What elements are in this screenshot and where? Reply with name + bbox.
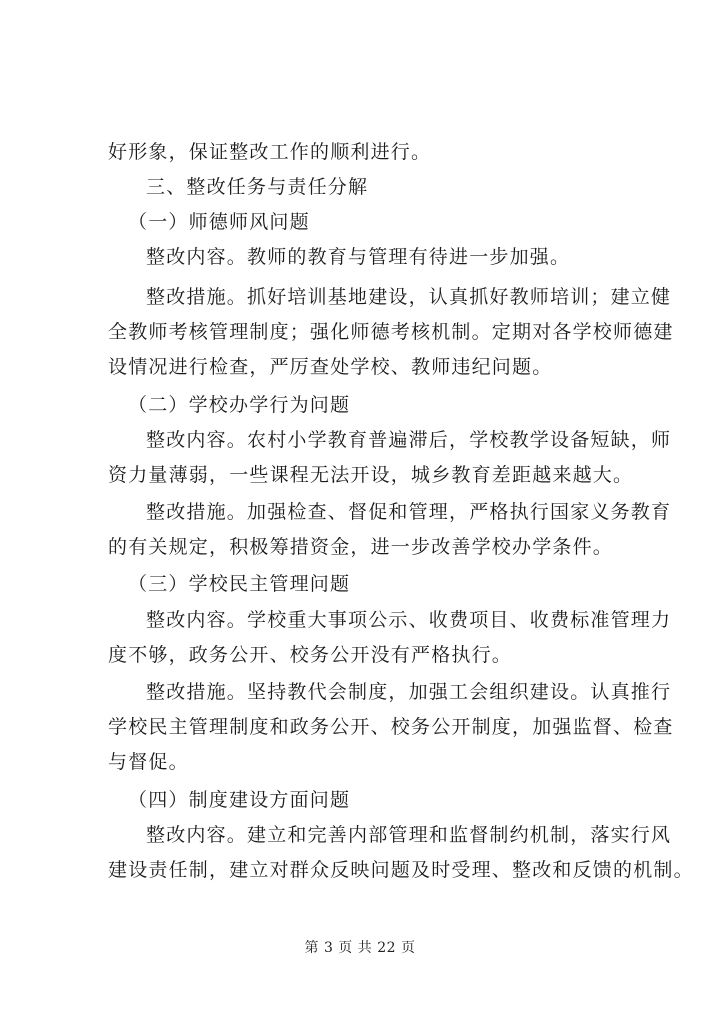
paragraph-line: 整改内容。农村小学教育普遍滞后，学校教学设备短缺，师 xyxy=(146,429,672,451)
paragraph-line: 全教师考核管理制度；强化师德考核机制。定期对各学校师德建 xyxy=(108,321,674,343)
subsection-heading: （三）学校民主管理问题 xyxy=(128,573,351,595)
paragraph-line: 的有关规定，积极筹措资金，进一步改善学校办学条件。 xyxy=(108,536,614,558)
paragraph-line: 资力量薄弱，一些课程无法开设，城乡教育差距越来越大。 xyxy=(108,464,634,486)
subsection-heading: （二）学校办学行为问题 xyxy=(128,394,351,416)
paragraph-line: 好形象，保证整改工作的顺利进行。 xyxy=(108,141,432,163)
paragraph-line: 整改措施。坚持教代会制度，加强工会组织建设。认真推行 xyxy=(146,681,672,703)
section-heading: 三、整改任务与责任分解 xyxy=(146,176,369,198)
page-number-footer: 第 3 页 共 22 页 xyxy=(304,940,416,956)
paragraph-line: 建设责任制，建立对群众反映问题及时受理、整改和反馈的机制。 xyxy=(108,859,694,881)
paragraph-line: 整改内容。教师的教育与管理有待进一步加强。 xyxy=(146,246,571,268)
paragraph-line: 学校民主管理制度和政务公开、校务公开制度，加强监督、检查 xyxy=(108,716,674,738)
paragraph-line: 与督促。 xyxy=(108,751,189,773)
paragraph-line: 设情况进行检查，严厉查处学校、教师违纪问题。 xyxy=(108,356,553,378)
paragraph-line: 整改内容。建立和完善内部管理和监督制约机制，落实行风 xyxy=(146,824,672,846)
paragraph-line: 整改措施。抓好培训基地建设，认真抓好教师培训；建立健 xyxy=(146,286,672,308)
subsection-heading: （一）师德师风问题 xyxy=(128,211,310,233)
paragraph-line: 度不够，政务公开、校务公开没有严格执行。 xyxy=(108,644,513,666)
paragraph-line: 整改措施。加强检查、督促和管理，严格执行国家义务教育 xyxy=(146,501,672,523)
paragraph-line: 整改内容。学校重大事项公示、收费项目、收费标准管理力 xyxy=(146,609,672,631)
subsection-heading: （四）制度建设方面问题 xyxy=(128,789,351,811)
